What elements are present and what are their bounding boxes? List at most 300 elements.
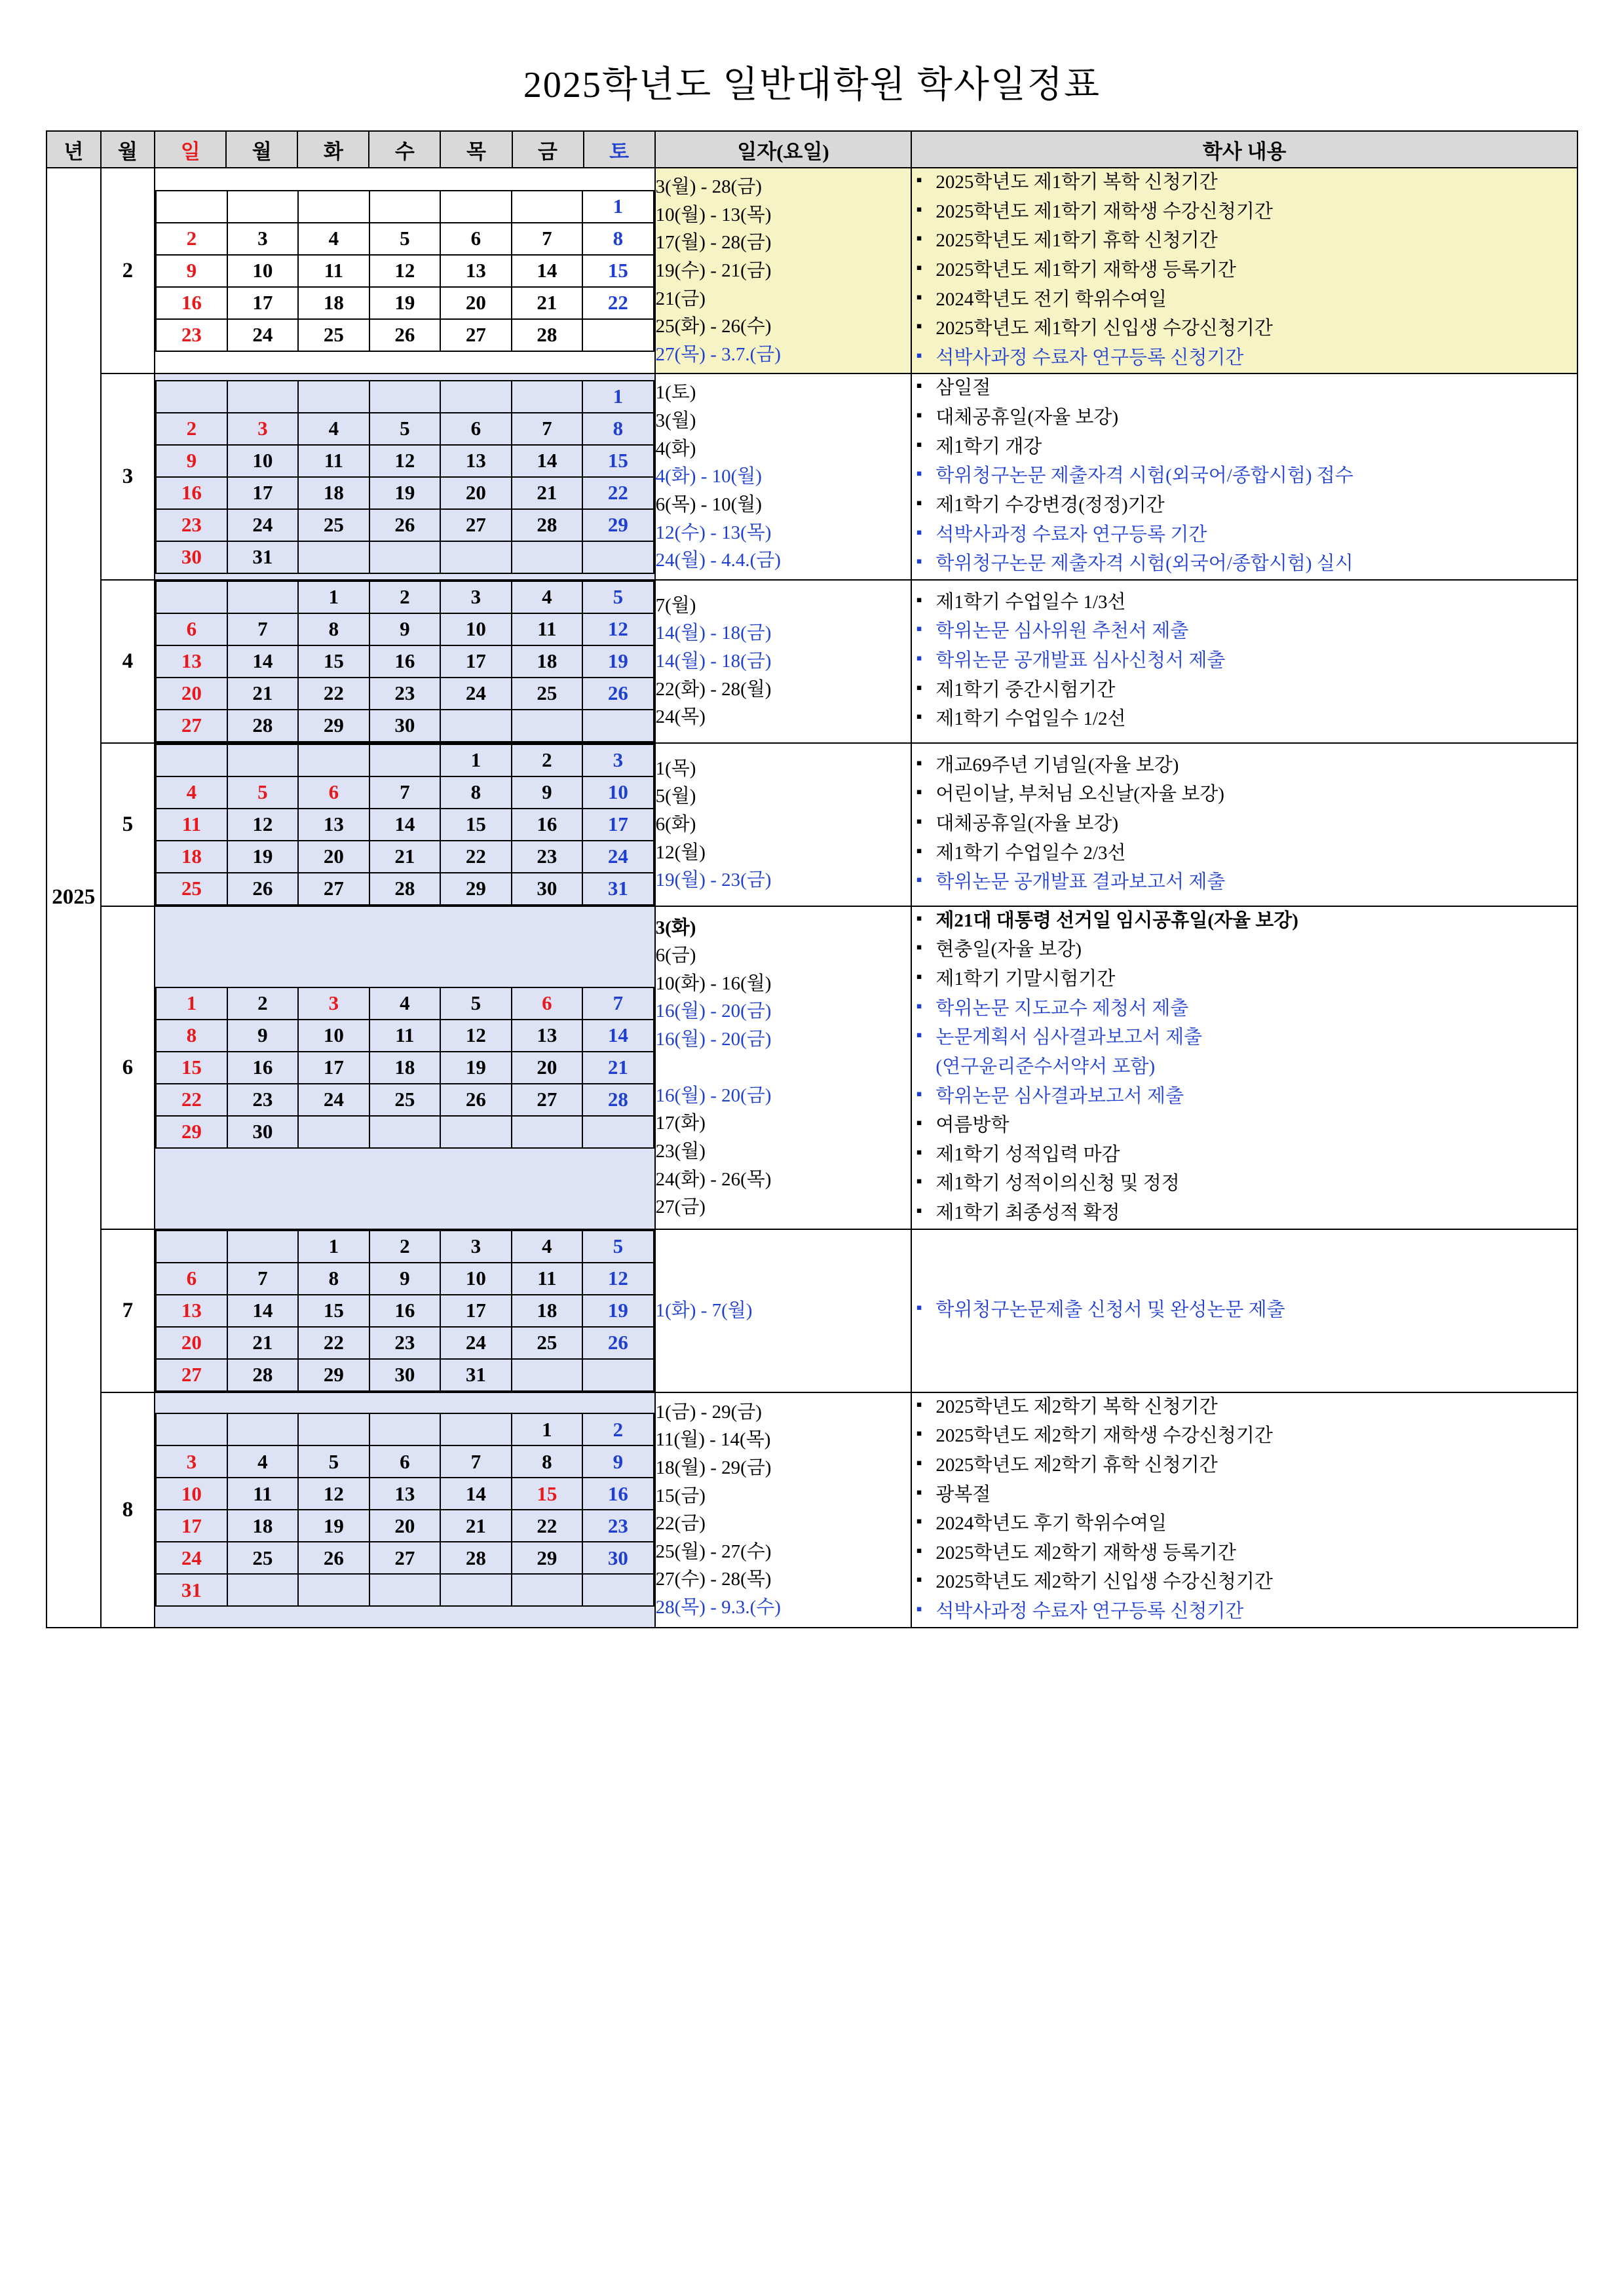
content-item: ▪ 석박사과정 수료자 연구등록 기간	[912, 521, 1577, 549]
day-cell: 27	[440, 509, 511, 541]
header-weekday-sun: 일	[155, 131, 226, 168]
day-cell-empty	[298, 1574, 369, 1606]
day-cell: 5	[369, 223, 440, 255]
content-item: ▪ 2025학년도 제1학기 신입생 수강신청기간	[912, 315, 1577, 343]
date-line: 25(월) - 27(수)	[655, 1540, 772, 1562]
date-line: 14(월) - 18(금)	[655, 650, 772, 672]
day-cell: 13	[298, 809, 369, 841]
date-line: 24(화) - 26(목)	[655, 1168, 772, 1190]
date-line: 6(목) - 10(월)	[655, 493, 762, 515]
day-cell: 28	[512, 319, 582, 351]
month-day-grid	[155, 168, 654, 373]
content-item: ▪ 학위논문 공개발표 결과보고서 제출	[912, 868, 1577, 896]
day-cell: 22	[440, 841, 511, 873]
day-cell: 2	[156, 413, 227, 445]
day-cell: 8	[440, 776, 511, 809]
day-cell: 12	[298, 1478, 369, 1510]
day-cell: 29	[512, 1542, 582, 1574]
page-title: 2025학년도 일반대학원 학사일정표	[523, 65, 1101, 105]
content-item: ▪ 제1학기 개강	[912, 433, 1577, 461]
date-line: 4(화) - 10(월)	[655, 466, 762, 488]
content-item: ▪ 제1학기 기말시험기간	[912, 965, 1577, 993]
day-cell-empty	[440, 381, 511, 413]
day-cell: 7	[582, 987, 654, 1020]
date-line: 28(목) - 9.3.(수)	[655, 1597, 781, 1618]
day-cell: 15	[298, 645, 369, 678]
content-item: ▪ 학위논문 공개발표 심사신청서 제출	[912, 647, 1577, 675]
day-cell-empty	[512, 1574, 582, 1606]
day-cell: 1	[156, 987, 227, 1020]
content-list-cell	[911, 743, 1577, 906]
day-cell: 22	[156, 1084, 227, 1116]
header-date-column: 일자(요일)	[655, 131, 912, 168]
day-cell: 14	[512, 255, 582, 287]
day-cell: 28	[369, 873, 440, 905]
day-cell: 11	[298, 445, 369, 477]
header-content-column: 학사 내용	[911, 131, 1577, 168]
day-cell-empty	[227, 381, 298, 413]
day-cell: 25	[298, 509, 369, 541]
day-cell: 8	[298, 613, 369, 645]
day-cell: 12	[582, 613, 654, 645]
day-cell: 4	[298, 223, 369, 255]
month-cell: 3	[101, 373, 155, 579]
day-cell: 10	[227, 255, 298, 287]
content-item: ▪ 학위청구논문 제출자격 시험(외국어/종합시험) 실시	[912, 550, 1577, 578]
day-cell: 17	[440, 1295, 511, 1327]
day-cell: 21	[369, 841, 440, 873]
day-cell: 28	[227, 1359, 298, 1391]
day-cell: 17	[582, 809, 654, 841]
day-cell: 16	[582, 1478, 654, 1510]
date-line	[656, 1054, 911, 1082]
day-cell: 18	[298, 477, 369, 509]
day-cell: 19	[440, 1052, 511, 1084]
day-cell-empty	[440, 1413, 511, 1445]
day-cell: 8	[582, 413, 654, 445]
day-cell: 30	[227, 1116, 298, 1148]
day-cell: 5	[582, 1231, 654, 1263]
day-cell: 2	[156, 223, 227, 255]
day-cell: 22	[298, 1327, 369, 1359]
content-list-cell	[911, 1229, 1577, 1392]
day-cell: 23	[582, 1510, 654, 1542]
date-line: 24(월) - 4.4.(금)	[655, 550, 781, 571]
content-list-cell	[911, 906, 1577, 1229]
day-cell-empty	[512, 381, 582, 413]
content-item: ▪ 대체공휴일(자율 보강)	[912, 404, 1577, 432]
day-cell: 16	[369, 645, 440, 678]
day-cell: 14	[227, 645, 298, 678]
content-item: ▪ 학위논문 심사결과보고서 제출	[912, 1082, 1577, 1111]
day-cell: 6	[512, 987, 582, 1020]
month-cell: 6	[101, 906, 155, 1229]
day-cell-empty	[298, 191, 369, 223]
day-cell: 15	[582, 445, 654, 477]
day-cell: 28	[512, 509, 582, 541]
day-cell: 3	[298, 987, 369, 1020]
date-line: 17(화)	[655, 1113, 706, 1134]
day-cell-empty	[440, 1116, 511, 1148]
day-cell: 27	[369, 1542, 440, 1574]
day-cell: 11	[298, 255, 369, 287]
date-line: 6(금)	[655, 945, 696, 966]
content-item: ▪ 제21대 대통령 선거일 임시공휴일(자율 보강)	[912, 907, 1577, 935]
day-cell: 21	[227, 1327, 298, 1359]
day-cell: 15	[440, 809, 511, 841]
header-weekday-tue: 화	[297, 131, 369, 168]
day-cell-empty	[582, 319, 654, 351]
date-line: 1(목)	[655, 757, 696, 779]
content-item: ▪ 제1학기 수업일수 1/2선	[912, 705, 1577, 733]
day-cell: 15	[298, 1295, 369, 1327]
content-item: ▪ 석박사과정 수료자 연구등록 신청기간	[912, 344, 1577, 372]
day-cell: 24	[227, 319, 298, 351]
day-cell: 27	[156, 1359, 227, 1391]
day-cell: 28	[227, 710, 298, 742]
day-cell: 20	[440, 477, 511, 509]
day-cell: 1	[582, 191, 654, 223]
day-cell-empty	[156, 1413, 227, 1445]
day-cell: 25	[512, 1327, 582, 1359]
date-line: 17(월) - 28(금)	[655, 232, 772, 254]
day-cell: 17	[298, 1052, 369, 1084]
day-cell: 23	[156, 319, 227, 351]
day-cell-empty	[227, 1574, 298, 1606]
header-weekday-sat: 토	[584, 131, 655, 168]
month-day-grid	[155, 580, 654, 743]
content-list-cell	[911, 1392, 1577, 1628]
date-list-cell	[655, 743, 912, 906]
content-list-cell	[911, 580, 1577, 743]
date-line: 19(수) - 21(금)	[655, 259, 772, 281]
day-cell: 11	[156, 809, 227, 841]
day-cell: 18	[227, 1510, 298, 1542]
day-cell: 14	[582, 1020, 654, 1052]
day-cell-empty	[227, 191, 298, 223]
day-cell: 19	[582, 645, 654, 678]
day-cell: 12	[227, 809, 298, 841]
content-item: (연구윤리준수서약서 포함)	[935, 1056, 1156, 1077]
day-cell: 24	[582, 841, 654, 873]
date-line: 3(화)	[655, 917, 696, 938]
day-cell: 2	[227, 987, 298, 1020]
day-cell: 13	[440, 445, 511, 477]
day-cell: 5	[369, 413, 440, 445]
date-line: 5(월)	[655, 786, 696, 807]
day-cell: 12	[369, 445, 440, 477]
day-cell: 9	[156, 445, 227, 477]
day-cell: 28	[582, 1084, 654, 1116]
date-line: 24(목)	[655, 706, 706, 728]
day-cell-empty	[582, 541, 654, 573]
month-row	[47, 580, 1577, 743]
date-line: 18(월) - 29(금)	[655, 1457, 772, 1478]
day-cell: 25	[156, 873, 227, 905]
day-cell: 15	[582, 255, 654, 287]
day-cell: 21	[582, 1052, 654, 1084]
day-cell: 23	[227, 1084, 298, 1116]
day-cell: 6	[440, 223, 511, 255]
day-cell: 27	[440, 319, 511, 351]
day-cell: 16	[369, 1295, 440, 1327]
day-cell: 19	[369, 477, 440, 509]
date-line: 19(월) - 23(금)	[655, 870, 772, 891]
day-cell: 3	[440, 581, 511, 613]
day-cell: 3	[440, 1231, 511, 1263]
header-weekday-thu: 목	[440, 131, 512, 168]
day-cell: 22	[298, 678, 369, 710]
content-item: ▪ 2024학년도 후기 학위수여일	[912, 1510, 1577, 1538]
day-cell: 12	[440, 1020, 511, 1052]
date-line: 12(월)	[655, 841, 706, 863]
day-cell: 7	[512, 413, 582, 445]
content-item: ▪ 2025학년도 제1학기 휴학 신청기간	[912, 227, 1577, 255]
day-cell: 14	[369, 809, 440, 841]
day-cell: 2	[512, 744, 582, 776]
day-cell-empty	[156, 1231, 227, 1263]
day-cell: 24	[227, 509, 298, 541]
date-line: 22(화) - 28(월)	[655, 678, 772, 700]
day-cell: 14	[512, 445, 582, 477]
day-cell-empty	[298, 744, 369, 776]
day-cell: 13	[369, 1478, 440, 1510]
date-line: 21(금)	[655, 288, 706, 309]
day-cell-empty	[440, 191, 511, 223]
day-cell: 30	[369, 1359, 440, 1391]
day-cell-empty	[227, 1231, 298, 1263]
day-cell: 19	[227, 841, 298, 873]
day-cell: 4	[298, 413, 369, 445]
date-line: 11(월) - 14(목)	[655, 1429, 771, 1451]
day-cell: 3	[227, 413, 298, 445]
academic-calendar-table	[46, 130, 1578, 1628]
day-cell: 18	[512, 645, 582, 678]
day-cell: 8	[582, 223, 654, 255]
day-cell: 18	[298, 287, 369, 319]
month-day-grid	[155, 373, 654, 579]
date-line: 16(월) - 20(금)	[655, 1001, 772, 1022]
day-cell: 29	[298, 1359, 369, 1391]
month-row	[47, 906, 1577, 1229]
day-cell: 16	[156, 477, 227, 509]
day-cell: 31	[440, 1359, 511, 1391]
day-cell: 12	[369, 255, 440, 287]
day-cell-empty	[369, 744, 440, 776]
day-cell-empty	[298, 541, 369, 573]
date-line: 27(금)	[655, 1196, 706, 1218]
day-cell: 9	[369, 1263, 440, 1295]
date-line: 7(월)	[655, 594, 696, 616]
day-cell: 11	[512, 613, 582, 645]
date-line: 10(화) - 16(월)	[655, 972, 772, 994]
month-row	[47, 1229, 1577, 1392]
day-cell-empty	[369, 191, 440, 223]
day-cell: 22	[512, 1510, 582, 1542]
date-line: 16(월) - 20(금)	[655, 1029, 772, 1050]
day-cell: 19	[298, 1510, 369, 1542]
day-cell: 14	[227, 1295, 298, 1327]
day-cell: 19	[369, 287, 440, 319]
day-cell: 22	[582, 477, 654, 509]
content-item: ▪ 제1학기 수업일수 2/3선	[912, 839, 1577, 868]
table-body	[47, 168, 1577, 1628]
day-cell: 6	[440, 413, 511, 445]
day-cell: 19	[582, 1295, 654, 1327]
content-item: ▪ 여름방학	[912, 1111, 1577, 1139]
day-cell: 29	[440, 873, 511, 905]
day-cell: 26	[582, 678, 654, 710]
content-item: ▪ 논문계획서 심사결과보고서 제출	[912, 1024, 1577, 1052]
month-day-grid	[155, 743, 654, 906]
day-cell: 10	[298, 1020, 369, 1052]
content-item: ▪ 2025학년도 제1학기 복학 신청기간	[912, 168, 1577, 197]
day-cell: 15	[512, 1478, 582, 1510]
day-cell: 21	[512, 477, 582, 509]
day-cell: 9	[156, 255, 227, 287]
day-cell: 7	[227, 1263, 298, 1295]
month-cell: 5	[101, 743, 155, 906]
date-line: 3(월)	[655, 410, 696, 431]
day-cell: 18	[512, 1295, 582, 1327]
day-cell: 18	[156, 841, 227, 873]
content-item: ▪ 제1학기 중간시험기간	[912, 676, 1577, 704]
day-cell-empty	[582, 1116, 654, 1148]
day-cell: 2	[582, 1413, 654, 1445]
date-list-cell	[655, 906, 912, 1229]
day-cell: 20	[369, 1510, 440, 1542]
day-cell: 13	[440, 255, 511, 287]
content-item: ▪ 제1학기 성적입력 마감	[912, 1141, 1577, 1169]
day-cell: 25	[298, 319, 369, 351]
date-line: 16(월) - 20(금)	[655, 1084, 772, 1106]
day-cell: 21	[440, 1510, 511, 1542]
content-item: ▪ 학위청구논문 제출자격 시험(외국어/종합시험) 접수	[912, 462, 1577, 490]
day-cell: 26	[369, 509, 440, 541]
day-cell: 30	[512, 873, 582, 905]
content-item: ▪ 2025학년도 제2학기 신입생 수강신청기간	[912, 1568, 1577, 1596]
day-cell: 30	[369, 710, 440, 742]
day-cell: 24	[156, 1542, 227, 1574]
content-item: ▪ 대체공휴일(자율 보강)	[912, 810, 1577, 838]
month-day-grid	[155, 1229, 654, 1392]
day-cell: 31	[156, 1574, 227, 1606]
content-list-cell	[911, 373, 1577, 579]
date-list-cell	[655, 373, 912, 579]
date-line: 1(토)	[655, 382, 696, 404]
date-list-cell	[655, 1392, 912, 1628]
day-cell: 16	[512, 809, 582, 841]
month-row	[47, 168, 1577, 373]
date-line: 1(금) - 29(금)	[655, 1401, 762, 1423]
date-line: 4(화)	[655, 438, 696, 459]
day-cell: 26	[440, 1084, 511, 1116]
day-cell: 2	[369, 581, 440, 613]
month-cell: 7	[101, 1229, 155, 1392]
day-cell: 7	[227, 613, 298, 645]
day-cell: 1	[512, 1413, 582, 1445]
day-cell-empty	[440, 1574, 511, 1606]
month-cell: 8	[101, 1392, 155, 1628]
day-cell: 20	[156, 678, 227, 710]
day-cell: 10	[440, 613, 511, 645]
day-cell: 4	[369, 987, 440, 1020]
day-cell-empty	[227, 581, 298, 613]
day-cell: 27	[156, 710, 227, 742]
content-item: ▪ 현충일(자율 보강)	[912, 936, 1577, 964]
day-cell-empty	[156, 381, 227, 413]
day-cell-empty	[440, 541, 511, 573]
day-cell: 15	[156, 1052, 227, 1084]
day-cell: 5	[298, 1445, 369, 1478]
day-cell-empty	[227, 1413, 298, 1445]
header-month: 월	[101, 131, 155, 168]
day-cell: 7	[369, 776, 440, 809]
day-cell: 23	[512, 841, 582, 873]
day-cell: 30	[582, 1542, 654, 1574]
day-cell: 20	[512, 1052, 582, 1084]
day-cell: 5	[227, 776, 298, 809]
day-cell: 31	[582, 873, 654, 905]
day-cell: 17	[227, 287, 298, 319]
day-cell: 6	[156, 1263, 227, 1295]
day-cell: 1	[440, 744, 511, 776]
date-line: 3(월) - 28(금)	[655, 176, 762, 197]
day-cell: 8	[298, 1263, 369, 1295]
day-cell: 10	[440, 1263, 511, 1295]
day-cell: 10	[156, 1478, 227, 1510]
content-item: ▪ 2025학년도 제2학기 재학생 등록기간	[912, 1539, 1577, 1567]
date-line: 23(월)	[655, 1140, 706, 1162]
day-cell: 13	[156, 1295, 227, 1327]
day-cell: 7	[440, 1445, 511, 1478]
day-cell-empty	[582, 1359, 654, 1391]
month-day-grid	[155, 1392, 654, 1628]
header-weekday-fri: 금	[512, 131, 584, 168]
day-cell: 17	[156, 1510, 227, 1542]
day-cell-empty	[369, 1574, 440, 1606]
day-cell: 17	[227, 477, 298, 509]
day-cell: 26	[582, 1327, 654, 1359]
day-cell: 29	[156, 1116, 227, 1148]
day-cell-empty	[512, 1359, 582, 1391]
date-line: 25(화) - 26(수)	[655, 316, 772, 337]
day-cell: 27	[298, 873, 369, 905]
day-cell: 6	[156, 613, 227, 645]
content-item: ▪ 학위청구논문제출 신청서 및 완성논문 제출	[912, 1296, 1577, 1324]
day-cell: 16	[156, 287, 227, 319]
day-cell: 1	[298, 581, 369, 613]
content-item: ▪ 2025학년도 제2학기 휴학 신청기간	[912, 1451, 1577, 1480]
day-cell-empty	[582, 1574, 654, 1606]
table-header	[47, 131, 1577, 168]
day-cell: 6	[298, 776, 369, 809]
month-row	[47, 1392, 1577, 1628]
day-cell: 24	[298, 1084, 369, 1116]
day-cell-empty	[369, 381, 440, 413]
day-cell: 22	[582, 287, 654, 319]
date-line: 10(월) - 13(목)	[655, 204, 772, 225]
day-cell-empty	[227, 744, 298, 776]
day-cell-empty	[512, 541, 582, 573]
day-cell: 20	[298, 841, 369, 873]
day-cell: 20	[440, 287, 511, 319]
content-item: ▪ 개교69주년 기념일(자율 보강)	[912, 752, 1577, 780]
day-cell: 4	[156, 776, 227, 809]
day-cell: 2	[369, 1231, 440, 1263]
day-cell-empty	[369, 541, 440, 573]
date-line: 27(수) - 28(목)	[655, 1569, 772, 1590]
